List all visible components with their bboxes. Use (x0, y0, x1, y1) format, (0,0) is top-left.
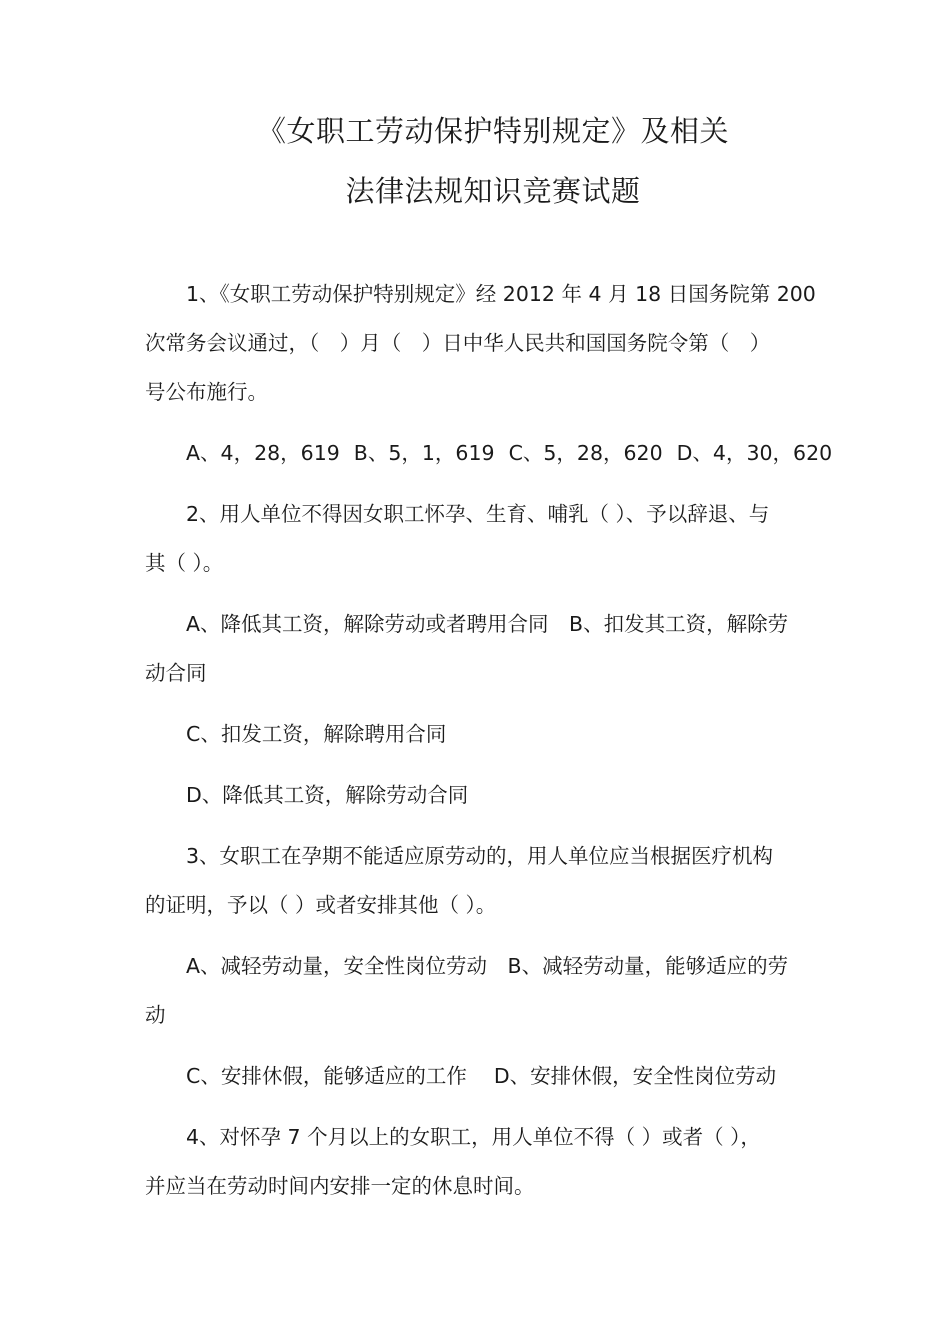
question-2-options-ab-line-2: 动合同 (145, 661, 207, 685)
question-2-option-d (145, 771, 810, 820)
option-a: A、4，28，619 (186, 441, 340, 465)
question-1 (145, 270, 816, 417)
question-3-line-2: 的证明，予以（ ）或者安排其他（ ）。 (145, 893, 497, 917)
question-2-line-2: 其（ ）。 (145, 551, 224, 575)
question-3-options-cd-text: C、安排休假，能够适应的工作 D、安排休假，安全性岗位劳动 (186, 1064, 777, 1088)
question-3-options-ab-line-2: 动 (145, 1003, 166, 1027)
document-body (145, 270, 833, 1223)
question-3-options-ab-line-1: A、减轻劳动量，安全性岗位劳动 B、减轻劳动量，能够适应的劳 (186, 954, 789, 978)
question-4 (145, 1113, 810, 1211)
question-3 (145, 832, 810, 930)
document-title-line2: 法律法规知识竞赛试题 (345, 174, 641, 208)
question-1-line-3: 号公布施行。 (145, 380, 268, 404)
document-title-line1: 《女职工劳动保护特别规定》及相关 (256, 114, 729, 148)
question-2-option-c-text: C、扣发工资，解除聘用合同 (186, 722, 447, 746)
question-3-options-ab (145, 942, 810, 1040)
question-4-line-1: 4、对怀孕 7 个月以上的女职工，用人单位不得（ ）或者（ ）， (186, 1125, 761, 1149)
question-2-option-c (145, 710, 810, 759)
question-2-options-ab-line-1: A、降低其工资，解除劳动或者聘用合同 B、扣发其工资，解除劳 (186, 612, 789, 636)
question-2-options-ab (145, 600, 810, 698)
option-d: D、4，30，620 (676, 441, 833, 465)
question-1-options (145, 429, 833, 478)
question-1-options-line (145, 429, 833, 478)
question-1-line-2: 次常务会议通过，（ ）月（ ）日中华人民共和国国务院令第（ ） (145, 331, 771, 355)
question-2-line-1: 2、用人单位不得因女职工怀孕、生育、哺乳（ ）、予以辞退、与 (186, 502, 770, 526)
option-b: B、5，1，619 (353, 441, 495, 465)
question-3-line-1: 3、女职工在孕期不能适应原劳动的，用人单位应当根据医疗机构 (186, 844, 774, 868)
question-1-line-1: 1、《女职工劳动保护特别规定》经 2012 年 4 月 18 日国务院第 200 (186, 282, 816, 306)
question-3-options-cd (145, 1052, 810, 1101)
question-4-line-2: 并应当在劳动时间内安排一定的休息时间。 (145, 1174, 535, 1198)
question-2 (145, 490, 810, 588)
option-c: C、5，28，620 (508, 441, 663, 465)
question-2-option-d-text: D、降低其工资，解除劳动合同 (186, 783, 469, 807)
